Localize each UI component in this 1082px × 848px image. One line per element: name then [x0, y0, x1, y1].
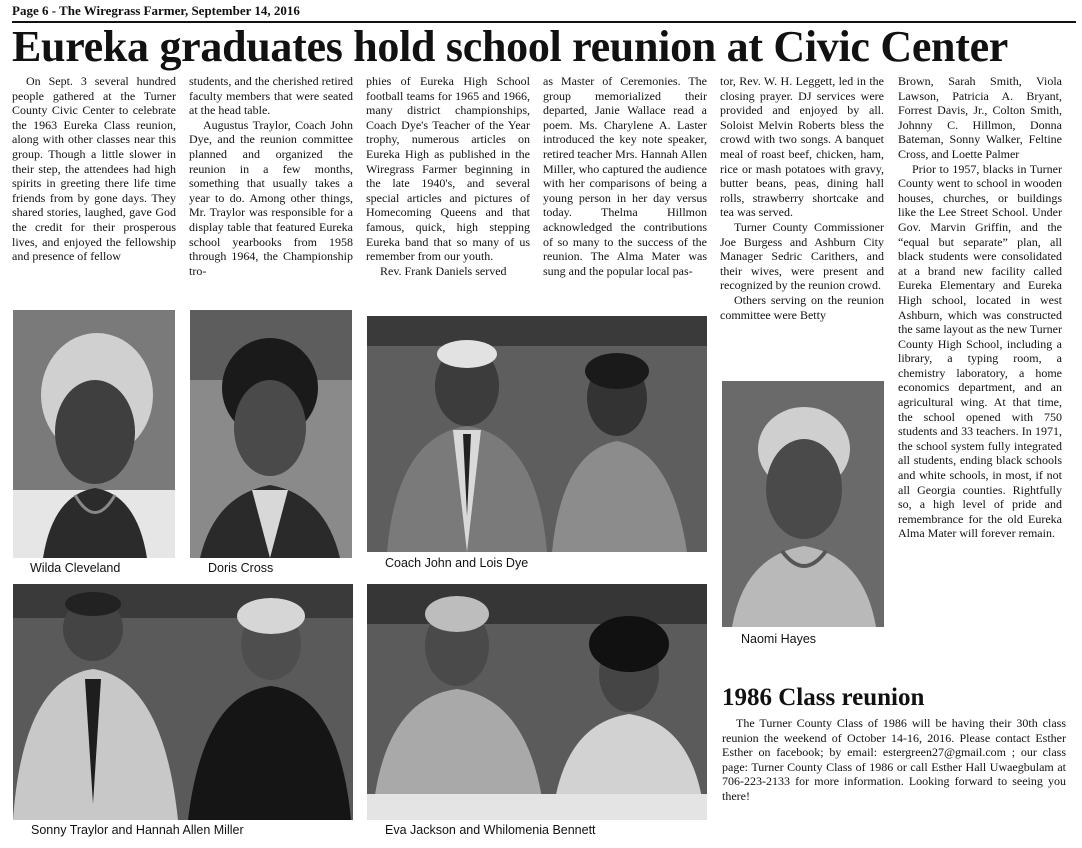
article-column-4 — [543, 74, 707, 306]
paragraph: Prior to 1957, blacks in Turner County went to school in wooden houses, churches, or buildings like the Lee Street School. Under Gov. Marvin Griffin, and the “equal but separate” plan, all black students were consolidated at a brand new facility called Eureka Elementary and Eureka High school, located in west Ashburn, which was constructed the same layout as the new Turner County High School, including a library, a typing room, a chemistry laboratory, a home economics department, and an agricultural wing. At that time, the school opened with 750 students and 33 teachers. In 1971, the school system fully integrated all students, ending black schools and white schools, in most, if not all Georgia counties. Rightfully so, a high level of pride and remembrance for the old Eureka Alma Mater will forever remain. — [898, 161, 1062, 541]
page-header: Page 6 - The Wiregrass Farmer, September 14, 2016 — [12, 3, 1076, 23]
paragraph: tor, Rev. W. H. Leggett, led in the closing prayer. DJ services were provided and enjoyed by all. Soloist Melvin Roberts bless the crowd with two songs. A banquet meal of roast beef, chicken, ham, rice or mash potatoes with gravy, butter beans, peas, dining hall rolls, strawberry shortcake and tea was served. — [720, 74, 884, 220]
paragraph: Brown, Sarah Smith, Viola Lawson, Patricia A. Bryant, Forrest Davis, Jr., Colton Smith, Johnny C. Hillmon, Donna Bateman, Sonny Walker, Feltine Cross, and Loette Palmer — [898, 74, 1062, 161]
article-column-6 — [898, 74, 1062, 646]
photo-caption: Eva Jackson and Whilomenia Bennett — [385, 823, 596, 837]
paragraph: The Turner County Class of 1986 will be having their 30th class reunion the weekend of October 14-16, 2016. Please contact Esther Esther on facebook; by email: estergreen27@gmail.com ; our class page: Turner County Class of 1986 or call Esther Hall Uwaegbulam at 706-223-2133 for more information. Looking forward to seeing you there! — [722, 716, 1066, 803]
headline: Eureka graduates hold school reunion at Civic Center — [12, 22, 1009, 71]
photo-sonny-traylor-and-hannah-allen-miller — [13, 584, 353, 820]
paragraph: Rev. Frank Daniels served — [380, 263, 507, 278]
photo-wilda-cleveland — [13, 310, 175, 558]
photo-caption: Sonny Traylor and Hannah Allen Miller — [31, 823, 244, 837]
article-column-5 — [720, 74, 884, 380]
paragraph: Others serving on the reunion committee were Betty — [720, 292, 884, 322]
photo-caption: Wilda Cleveland — [30, 561, 121, 575]
photo-naomi-hayes — [722, 381, 884, 627]
photo-caption: Doris Cross — [208, 561, 274, 575]
photo-doris-cross — [190, 310, 352, 558]
photo-caption: Coach John and Lois Dye — [385, 556, 529, 570]
paragraph: On Sept. 3 several hundred people gathered at the Turner County Civic Center to celebrate the 1963 Eureka Class reunion, along with other classes near this group. Though a little slower in their step, the attendees had high spirits in greeting there life time friends from by gone days. They shared stories, laughed, gave God the credit for their prosperous lives, and enjoyed the fellowship and presence of fellow — [12, 74, 176, 264]
photo-coach-john-and-lois-dye — [367, 316, 707, 552]
photo-caption: Naomi Hayes — [741, 632, 817, 646]
paragraph: Turner County Commissioner Joe Burgess and Ashburn City Manager Sedric Carithers, and their wives, were present and recognized by the reunion crowd. — [720, 219, 884, 293]
article-column-1 — [12, 74, 176, 306]
photo-eva-jackson-and-whilomenia-bennett — [367, 584, 707, 820]
paragraph: as Master of Ceremonies. The group memorialized their departed, Janie Wallace read a poem. Ms. Charylene A. Laster introduced the key note speaker, retired teacher Mrs. Hannah Allen Miller, who captured the audience with her comparisons of being a young person in her day versus today. Thelma Hillmon acknowledged the contributions of so many to the success of the reunion. The Alma Mater was sung and the popular local pas- — [543, 74, 707, 278]
paragraph: students, and the cherished retired faculty members that were seated at the head table. — [189, 74, 353, 118]
paragraph: Augustus Traylor, Coach John Dye, and the reunion committee planned and organized the reunion in a few months, something that usually takes a year to do. Among other things, Mr. Traylor was responsible for a display table that featured Eureka school yearbooks from 1958 through 1964, the Championship tro- — [189, 117, 353, 278]
article-column-3 — [366, 74, 530, 306]
paragraph: phies of Eureka High School football teams for 1965 and 1966, many district championships, Coach Dye's Teacher of the Year trophy, numerous articles on Eureka High as published in the Wiregrass Farmer beginning in the late 1940's, and several special articles and pictures of Homecoming Queens and that famous, quick, high stepping Eureka band that so many of us remember from our youth. — [366, 74, 530, 264]
article-column-2 — [189, 74, 353, 306]
sidebar-body — [722, 716, 1066, 804]
sidebar-heading: 1986 Class reunion — [722, 684, 925, 711]
